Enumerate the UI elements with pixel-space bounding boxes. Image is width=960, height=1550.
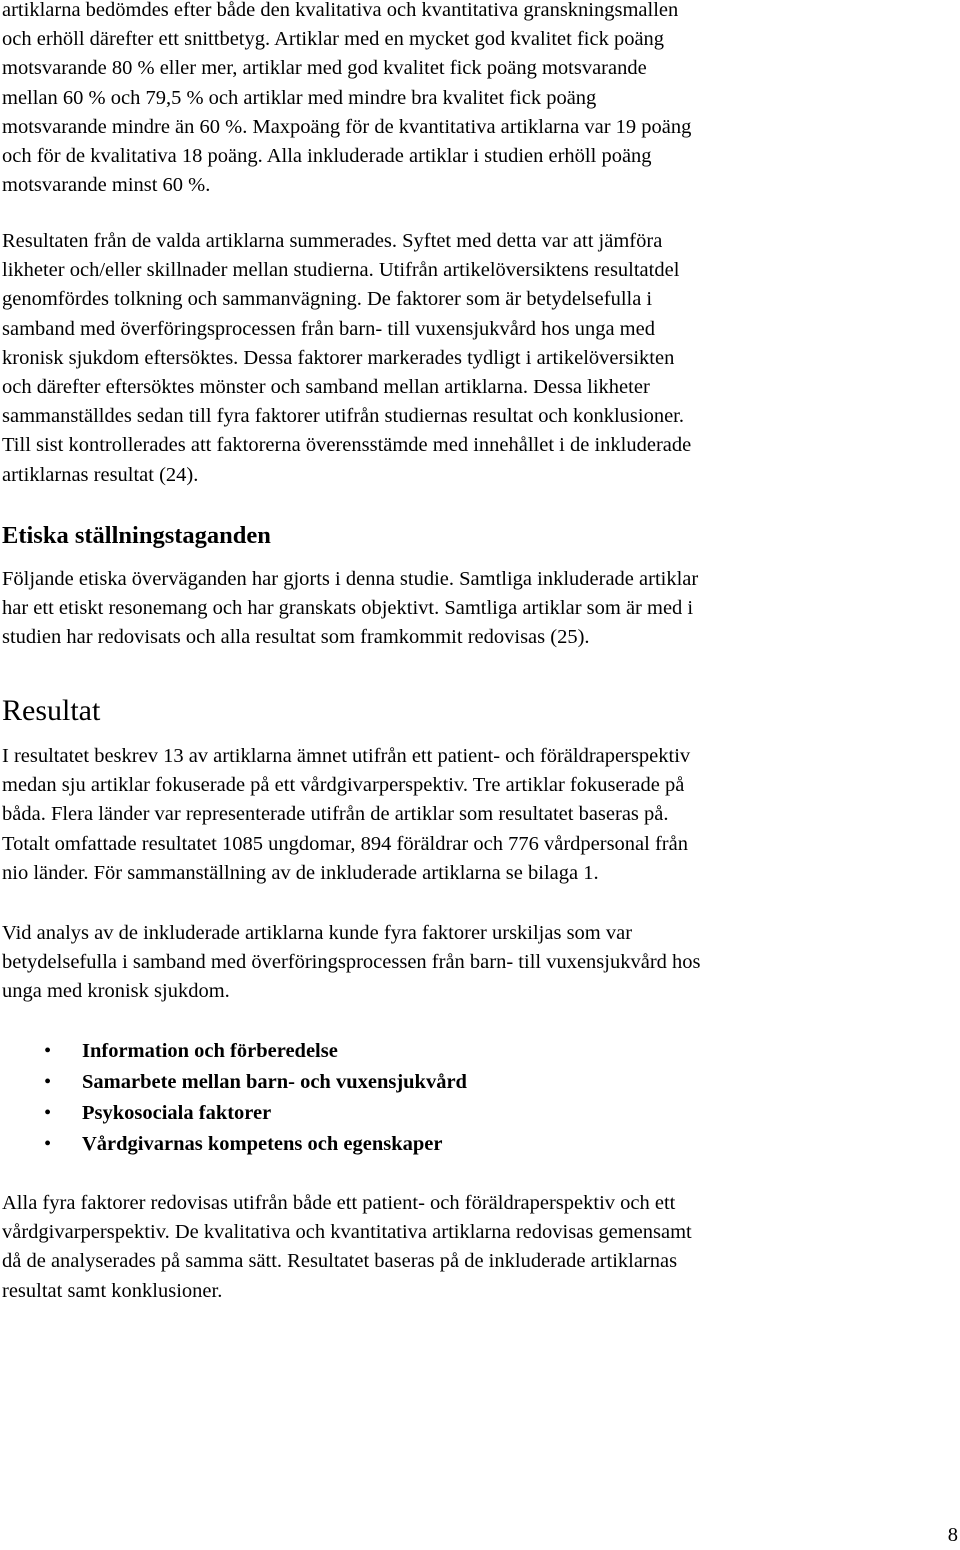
text-line: genomfördes tolkning och sammanvägning. De faktorer som är betydelsefulla i — [2, 288, 653, 311]
text-line: motsvarande 80 % eller mer, artiklar med god kvalitet fick poäng motsvarande — [2, 57, 647, 80]
paragraph-results-analysis — [0, 919, 701, 1007]
factor-list — [0, 1036, 467, 1160]
text-line: Alla fyra faktorer redovisas utifrån både ett patient- och föräldraperspektiv och ett — [2, 1192, 676, 1214]
text-line: betydelsefulla i samband med överföringsprocessen från barn- till vuxensjukvård hos — [2, 951, 701, 974]
text-line: och för de kvalitativa 18 poäng. Alla inkluderade artiklar i studien erhöll poäng — [2, 145, 652, 168]
text-line: samband med överföringsprocessen från barn- till vuxensjukvård hos unga med — [2, 317, 655, 340]
heading-results: Resultat — [2, 694, 101, 727]
text-line: Vid analys av de inkluderade artiklarna kunde fyra faktorer urskiljas som var — [2, 922, 633, 944]
text-line: och därefter eftersöktes mönster och samband mellan artiklarna. Dessa likheter — [2, 376, 650, 399]
list-item — [0, 1129, 467, 1160]
heading-ethics: Etiska ställningstaganden — [2, 522, 271, 549]
text-line: unga med kronisk sjukdom. — [2, 980, 230, 1003]
text-line: I resultatet beskrev 13 av artiklarna ämnet utifrån ett patient- och föräldraperspektiv — [2, 745, 691, 767]
factor-label: Vårdgivarnas kompetens och egenskaper — [82, 1133, 443, 1155]
text-line: artiklarnas resultat (24). — [2, 463, 199, 486]
text-line: Totalt omfattade resultatet 1085 ungdomar, 894 föräldrar och 776 vårdpersonal från — [2, 832, 688, 855]
paragraph-ethics — [0, 565, 698, 653]
page-number: 8 — [947, 1524, 958, 1546]
text-line: båda. Flera länder var representerade utifrån de artiklar som resultatet baseras på. — [2, 803, 669, 826]
text-line: Till sist kontrollerades att faktorerna överensstämde med innehållet i de inkluderade — [2, 434, 692, 457]
bullet-icon: • — [44, 1102, 52, 1124]
factor-label: Information och förberedelse — [82, 1040, 338, 1062]
text-line: sammanställdes sedan till fyra faktorer utifrån studiernas resultat och konklusioner. — [2, 405, 685, 428]
bullet-icon: • — [44, 1040, 52, 1062]
bullet-icon: • — [44, 1071, 52, 1093]
list-item — [0, 1098, 467, 1129]
paragraph-results-presentation — [0, 1189, 692, 1306]
text-line: studien har redovisats och alla resultat som framkommit redovisas (25). — [2, 626, 590, 649]
bullet-icon: • — [44, 1133, 52, 1155]
list-item — [0, 1067, 467, 1098]
text-line: mellan 60 % och 79,5 % och artiklar med mindre bra kvalitet fick poäng — [2, 86, 597, 109]
text-line: resultat samt konklusioner. — [2, 1279, 223, 1302]
paragraph-results-overview — [0, 742, 690, 888]
text-line: vårdgivarperspektiv. De kvalitativa och kvantitativa artiklarna redovisas gemensamt — [2, 1221, 692, 1244]
text-line: kronisk sjukdom eftersöktes. Dessa faktorer markerades tydligt i artikelöversikten — [2, 346, 675, 369]
text-line: och erhöll därefter ett snittbetyg. Artiklar med en mycket god kvalitet fick poäng — [2, 28, 665, 51]
text-line: artiklarna bedömdes efter både den kvalitativa och kvantitativa granskningsmallen — [2, 0, 679, 21]
factor-label: Samarbete mellan barn- och vuxensjukvård — [82, 1071, 467, 1093]
factor-label: Psykosociala faktorer — [82, 1102, 272, 1124]
text-line: motsvarande mindre än 60 %. Maxpoäng för de kvantitativa artiklarna var 19 poäng — [2, 115, 692, 138]
text-line: Följande etiska överväganden har gjorts i denna studie. Samtliga inkluderade artiklar — [2, 568, 699, 590]
text-line: har ett etiskt resonemang och har granskats objektivt. Samtliga artiklar som är med i — [2, 597, 694, 620]
text-line: likheter och/eller skillnader mellan studierna. Utifrån artikelöversiktens resultatdel — [2, 259, 680, 282]
text-line: motsvarande minst 60 %. — [2, 174, 211, 197]
text-line: nio länder. För sammanställning av de inkluderade artiklarna se bilaga 1. — [2, 861, 599, 884]
paragraph-summary-method — [0, 227, 691, 490]
text-line: medan sju artiklar fokuserade på ett vårdgivarperspektiv. Tre artiklar fokuserade på — [2, 774, 685, 797]
list-item — [0, 1036, 467, 1067]
text-line: Resultaten från de valda artiklarna summerades. Syftet med detta var att jämföra — [2, 230, 663, 252]
paragraph-quality-scoring — [0, 0, 691, 200]
text-line: då de analyserades på samma sätt. Resultatet baseras på de inkluderade artiklarnas — [2, 1250, 678, 1273]
